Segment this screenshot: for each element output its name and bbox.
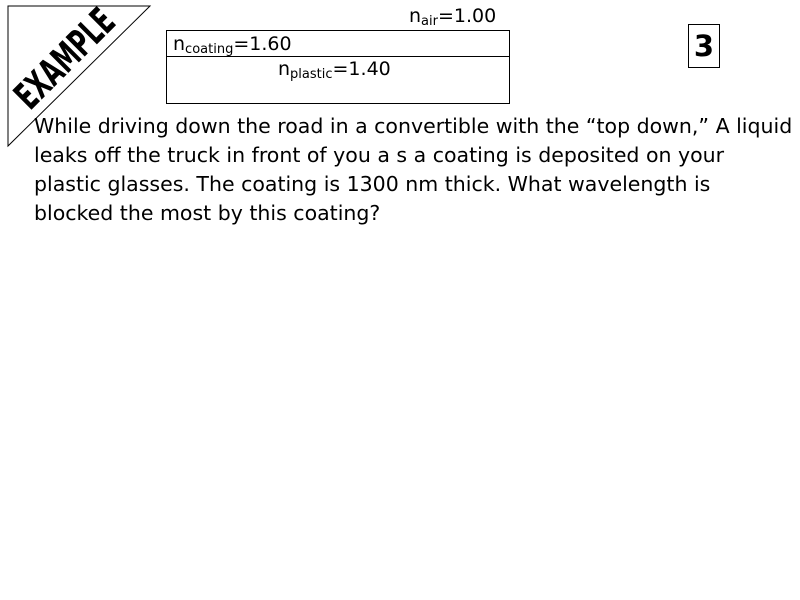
n-plastic-label — [278, 58, 391, 80]
n-air-subscript: air — [421, 14, 438, 29]
n-air-label — [409, 5, 496, 27]
n-coating-symbol: n — [173, 33, 186, 55]
n-coating-label — [173, 33, 292, 55]
n-air-symbol: n — [409, 5, 422, 27]
n-plastic-subscript: plastic — [290, 67, 333, 82]
n-plastic-symbol: n — [278, 58, 291, 80]
problem-number-box: 3 — [688, 24, 720, 68]
example-banner-label: EXAMPLE — [6, 0, 125, 119]
problem-text: While driving down the road in a convertible with the “top down,” A liquid leaks off the truck in front of you a s a coating is deposited on your plastic glasses. The coating is 1300 nm thick. What wavelength is blocked the most by this coating? — [34, 114, 793, 225]
n-air-value: =1.00 — [437, 5, 497, 27]
n-plastic-value: =1.40 — [332, 58, 391, 80]
n-coating-subscript: coating — [185, 42, 234, 57]
n-coating-value: =1.60 — [233, 33, 292, 55]
